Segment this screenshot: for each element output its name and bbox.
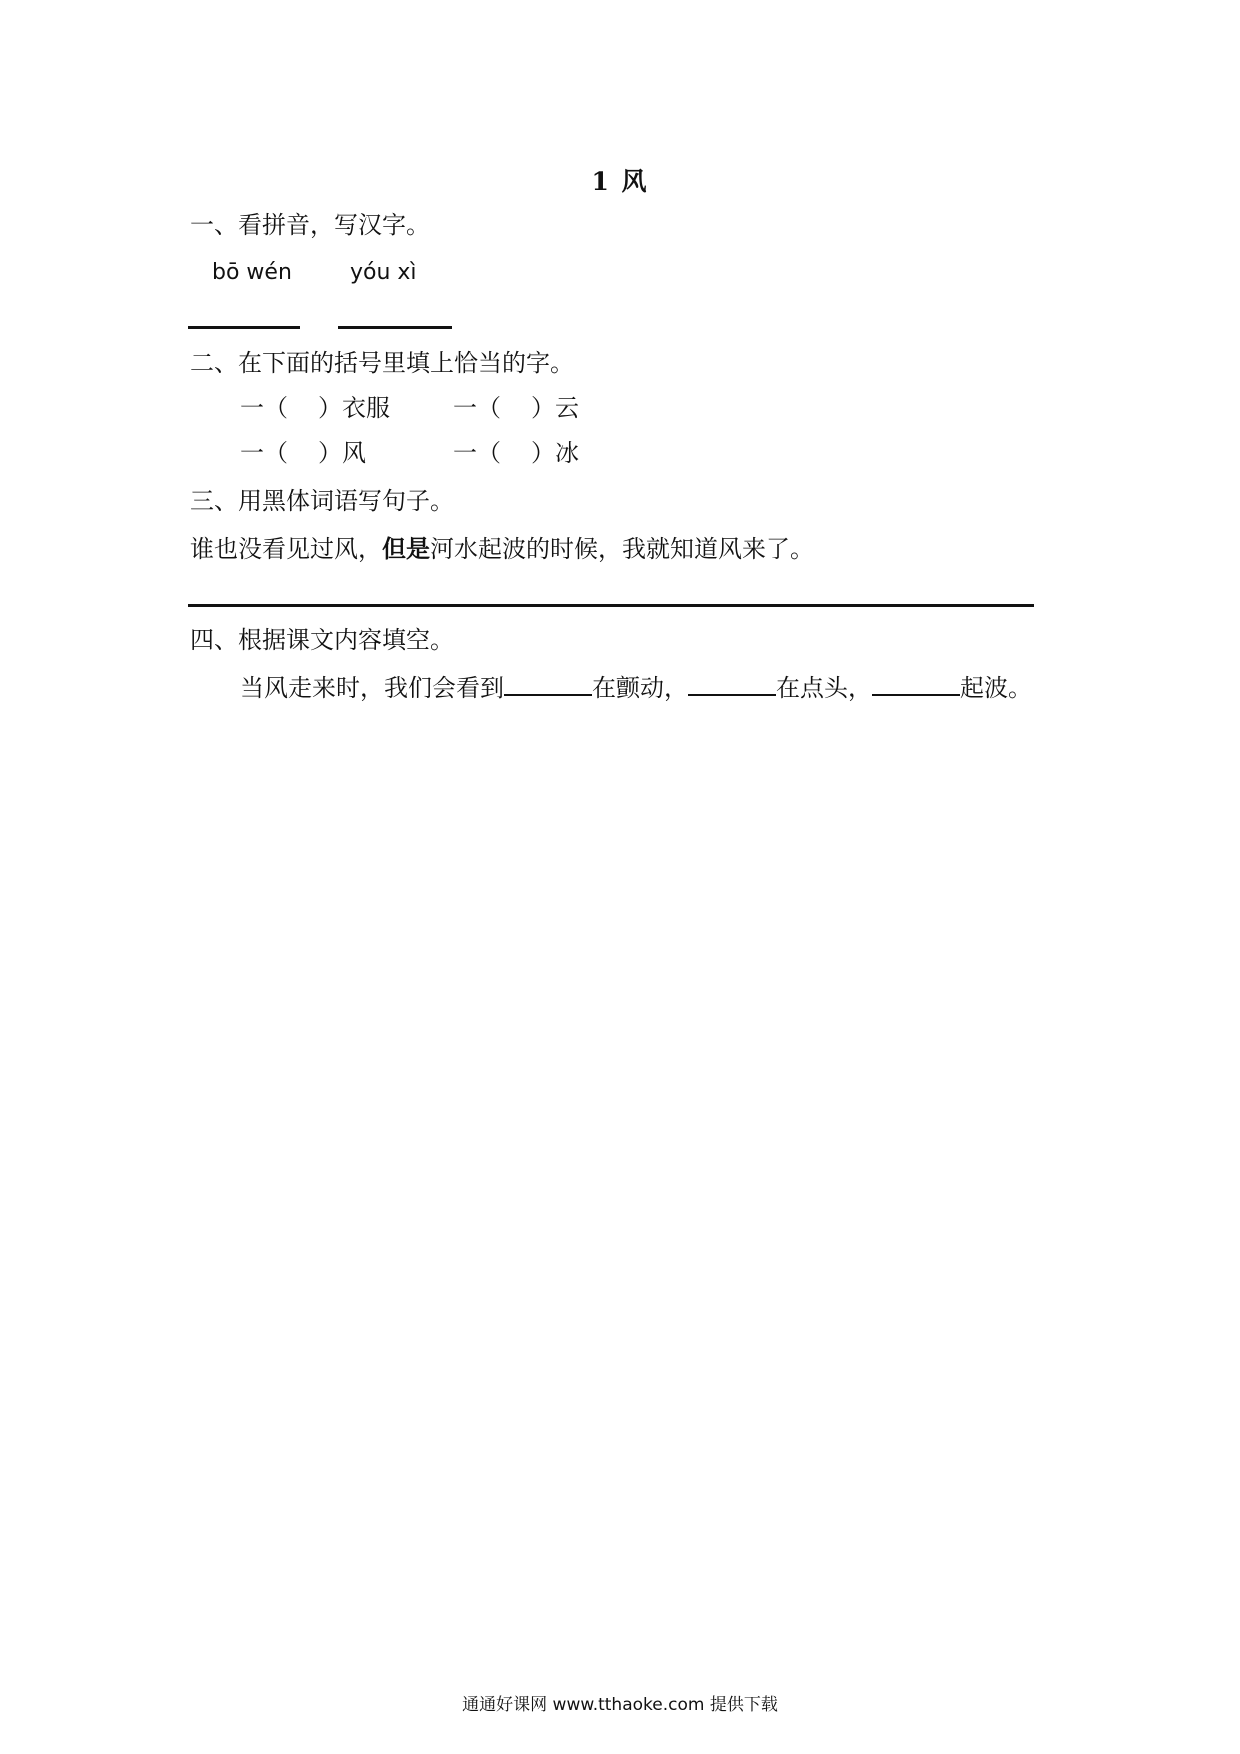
measure-prefix: 一（ [453,439,501,467]
measure-word: 衣服 [342,394,390,422]
measure-word: 风 [342,439,366,467]
fill-blank-sentence [240,670,1032,703]
section4-heading: 四、根据课文内容填空。 [190,626,454,654]
sentence-part-4: 起波。 [960,674,1032,702]
measure-prefix: 一（ [453,394,501,422]
fill-row-1b [453,393,579,423]
sentence-after: 河水起波的时候，我就知道风来了。 [430,535,814,563]
section3-heading: 三、用黑体词语写句子。 [190,487,454,515]
sentence-part-2: 在颤动， [592,674,688,702]
measure-word: 冰 [555,439,579,467]
measure-prefix: 一（ [240,394,288,422]
pinyin-youxi: yóu xì [350,260,417,285]
section1-heading: 一、看拼音，写汉字。 [190,211,430,239]
sentence-answer-line[interactable] [188,604,1034,607]
blank-2[interactable] [688,670,776,696]
answer-line-youxi[interactable] [338,326,452,329]
answer-line-bowen[interactable] [188,326,300,329]
bold-keyword: 但是 [382,534,430,563]
fill-row-1a [240,393,390,423]
sentence-part-1: 当风走来时，我们会看到 [240,674,504,702]
measure-close: ） [531,439,555,467]
section2-heading: 二、在下面的括号里填上恰当的字。 [190,349,574,377]
blank-1[interactable] [504,670,592,696]
worksheet-title: 1 风 [591,167,649,196]
sentence-part-3: 在点头， [776,674,872,702]
page-footer: 通通好课网 www.tthaoke.com 提供下载 [462,1695,778,1715]
fill-row-2b [453,438,579,468]
measure-word: 云 [555,394,579,422]
blank-3[interactable] [872,670,960,696]
fill-row-2a [240,438,366,468]
measure-prefix: 一（ [240,439,288,467]
sentence-before: 谁也没看见过风， [190,535,382,563]
measure-close: ） [531,394,555,422]
example-sentence [190,534,814,564]
pinyin-bowen: bō wén [212,260,292,285]
measure-close: ） [318,394,342,422]
measure-close: ） [318,439,342,467]
